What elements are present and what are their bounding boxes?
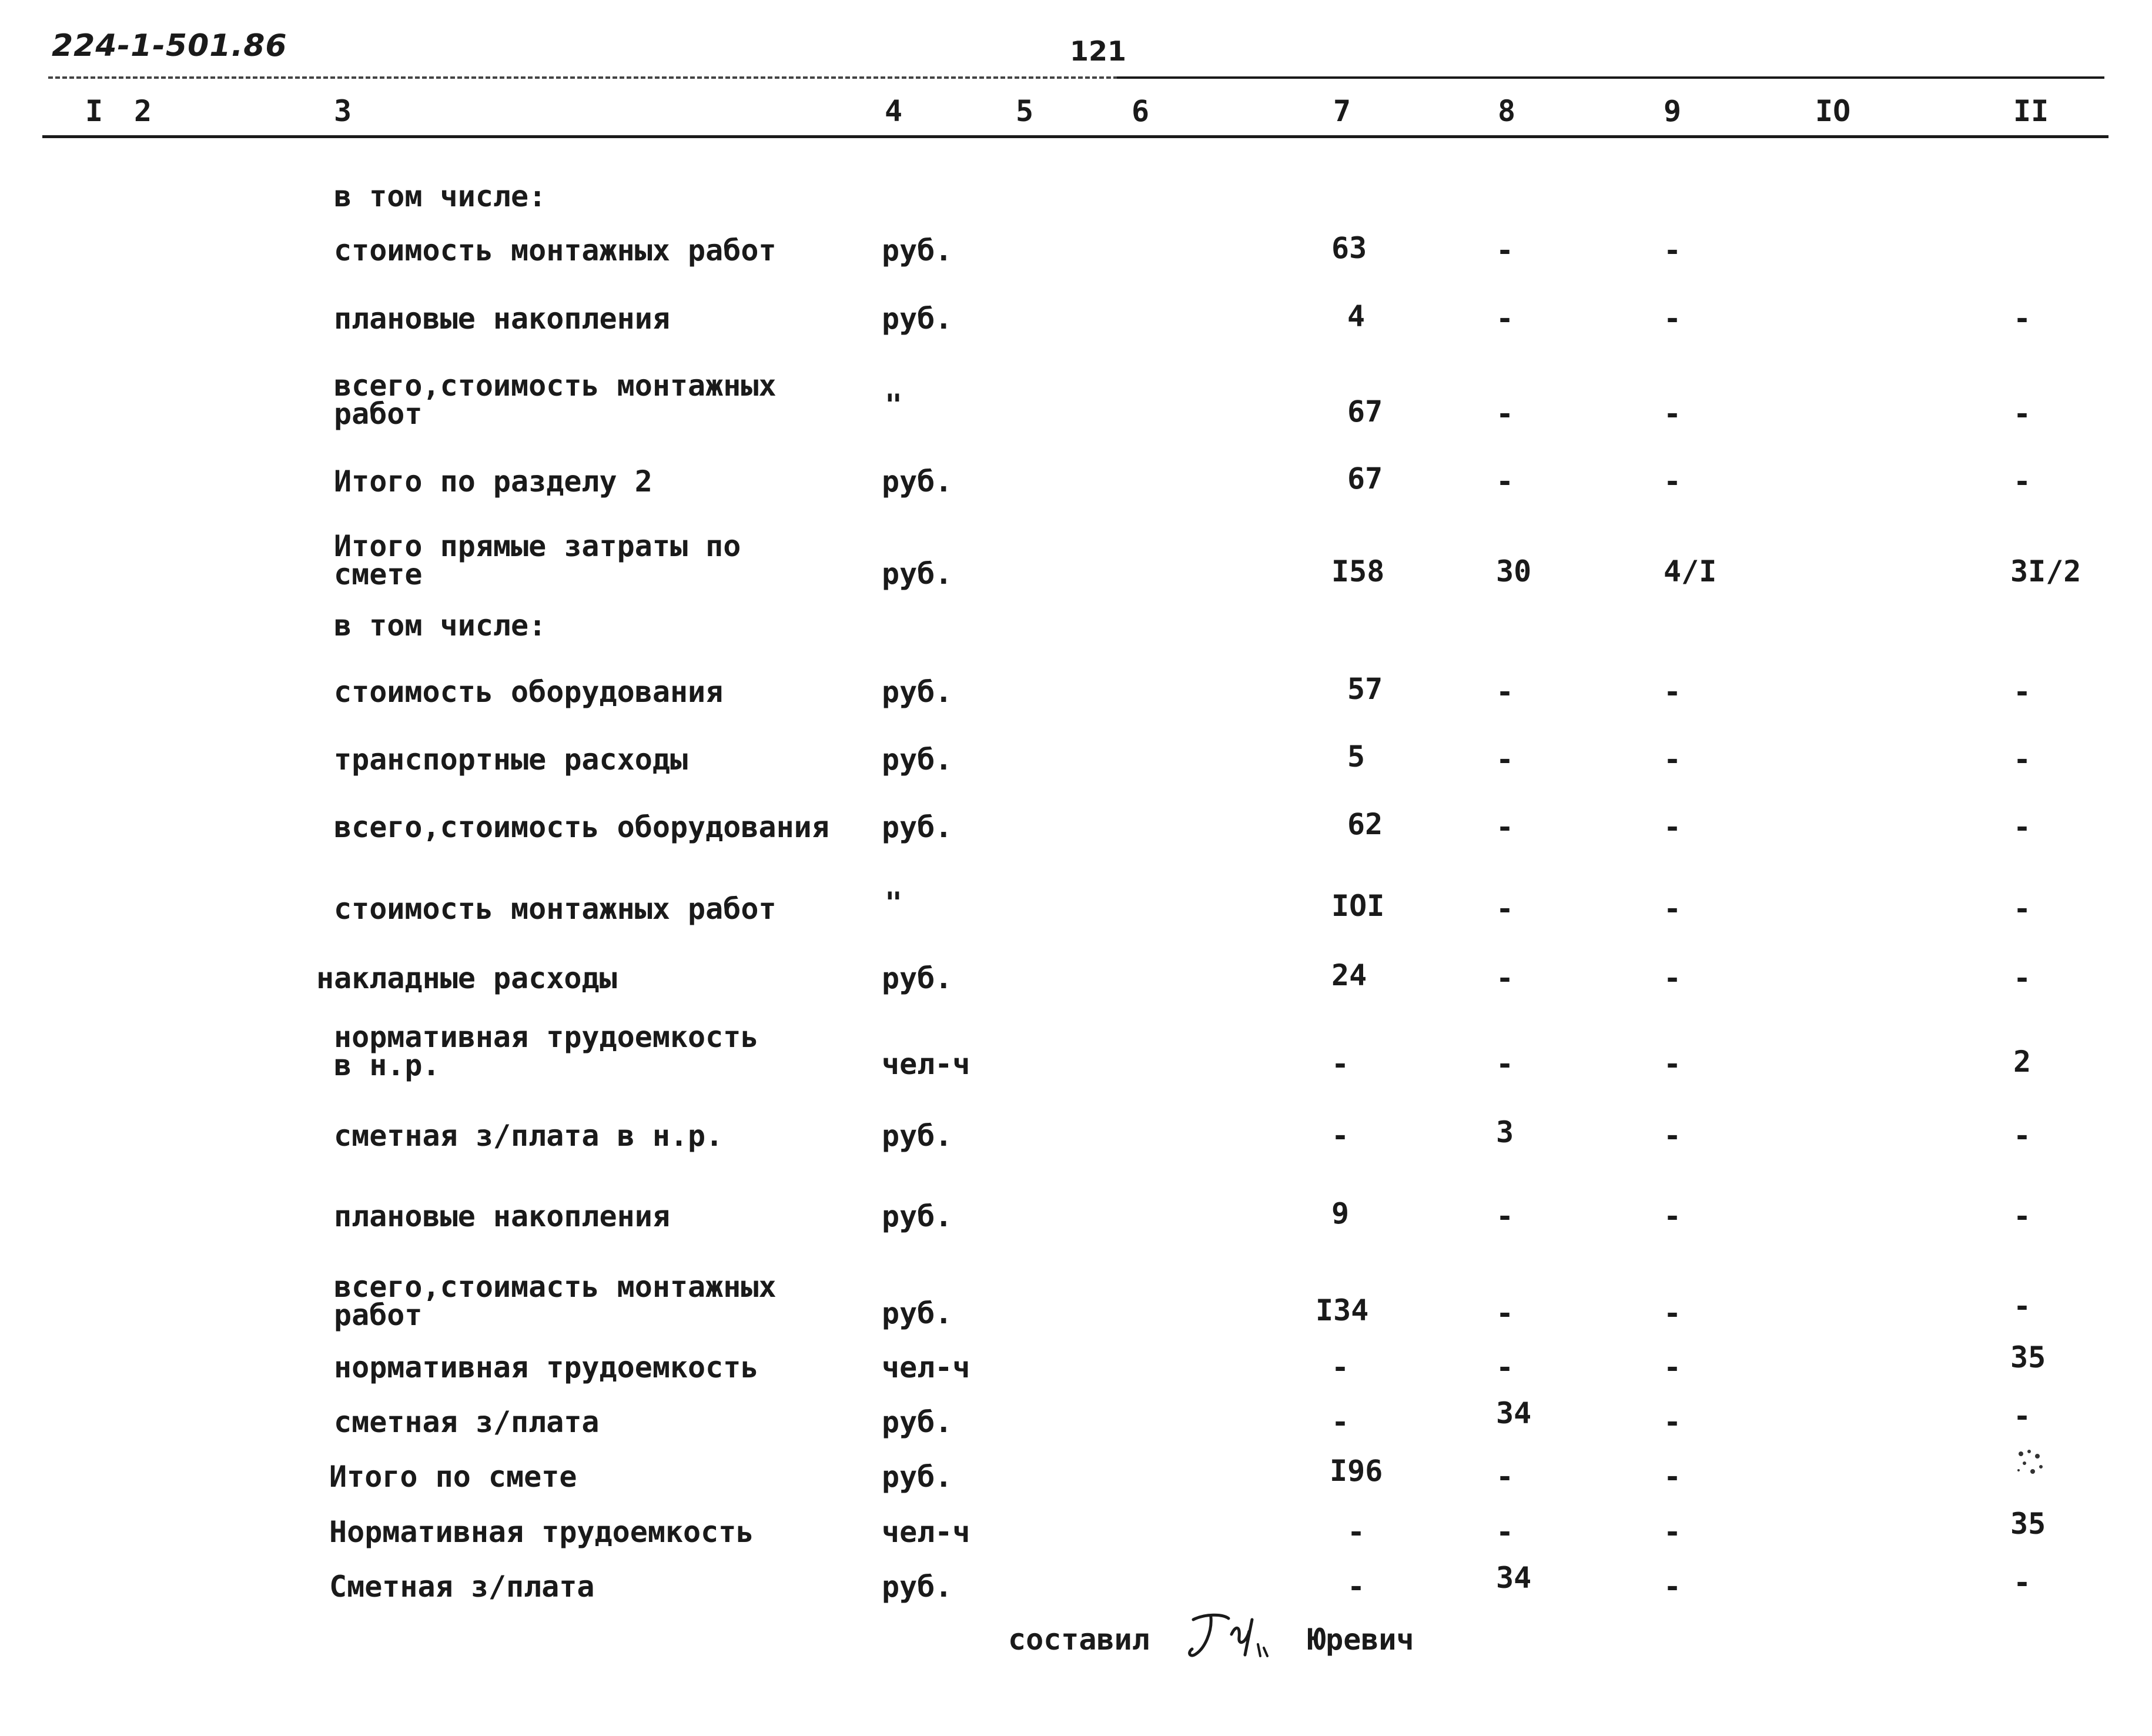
row-col7: 5 <box>1347 740 1366 774</box>
row-col11: - <box>2013 1199 2031 1233</box>
column-header-5: 5 <box>1016 94 1034 128</box>
row-unit: руб. <box>882 1460 953 1494</box>
row-label: нормативная трудоемкость в н.р. <box>334 1020 759 1082</box>
row-col8: - <box>1496 742 1514 777</box>
row-col9: - <box>1664 1405 1682 1439</box>
row-label: стоимость оборудования <box>334 675 724 709</box>
row-col7: - <box>1347 1570 1366 1604</box>
row-col7: - <box>1347 1515 1366 1549</box>
column-header-11: II <box>2013 94 2049 128</box>
row-col7: - <box>1331 1119 1350 1153</box>
row-col8: - <box>1496 1047 1514 1081</box>
row-label: нормативная трудоемкость <box>334 1350 759 1384</box>
row-col8: - <box>1496 810 1514 844</box>
row-unit: руб. <box>882 961 953 995</box>
row-col7: - <box>1331 1405 1350 1439</box>
row-col8: - <box>1496 397 1514 431</box>
header-bottom-rule <box>42 135 2109 138</box>
row-label: Итого прямые затраты по смете <box>334 529 741 591</box>
row-col11: - <box>2013 742 2031 777</box>
row-col11: - <box>2013 1119 2031 1153</box>
row-unit: руб. <box>882 1119 953 1153</box>
row-col11: - <box>2013 464 2031 499</box>
row-col7: 67 <box>1347 394 1383 429</box>
ink-smudge <box>2010 1443 2051 1484</box>
row-unit: руб. <box>882 1199 953 1233</box>
row-col7: I96 <box>1330 1454 1383 1488</box>
row-col7: 63 <box>1331 231 1367 265</box>
row-col11: - <box>2013 892 2031 926</box>
row-col8: - <box>1496 1515 1514 1549</box>
row-col7: 24 <box>1331 958 1367 992</box>
row-col8: - <box>1496 464 1514 499</box>
row-col9: - <box>1664 810 1682 844</box>
header-top-rule <box>1117 76 2104 79</box>
row-label: транспортные расходы <box>334 742 688 777</box>
row-unit: руб. <box>882 1570 953 1604</box>
row-col9: - <box>1664 1296 1682 1330</box>
row-col11: - <box>2013 961 2031 995</box>
row-col9: - <box>1664 1199 1682 1233</box>
row-col7: I58 <box>1331 554 1385 588</box>
row-col9: - <box>1664 675 1682 709</box>
row-col8: 34 <box>1496 1396 1532 1430</box>
row-col7: 4 <box>1347 299 1366 333</box>
row-col11: 2 <box>2013 1045 2031 1079</box>
column-header-6: 6 <box>1132 94 1150 128</box>
row-col11: - <box>2013 302 2031 336</box>
row-col9: - <box>1664 892 1682 926</box>
row-label: Нормативная трудоемкость <box>329 1515 754 1549</box>
row-col11: 3I/2 <box>2010 554 2081 588</box>
row-unit: руб. <box>882 1296 953 1330</box>
column-header-1: I <box>85 94 103 128</box>
row-label: стоимость монтажных работ <box>334 892 777 926</box>
row-col11: - <box>2013 1399 2031 1433</box>
row-label: Итого по смете <box>329 1460 577 1494</box>
row-col11: - <box>2013 810 2031 844</box>
row-unit: руб. <box>882 742 953 777</box>
row-unit: руб. <box>882 675 953 709</box>
row-label: сметная з/плата <box>334 1405 600 1439</box>
row-col8: - <box>1496 1199 1514 1233</box>
row-col7: - <box>1331 1047 1350 1081</box>
row-col7: 62 <box>1347 807 1383 841</box>
column-header-8: 8 <box>1498 94 1516 128</box>
row-col7: 57 <box>1347 672 1383 706</box>
row-col8: - <box>1496 961 1514 995</box>
row-unit: чел-ч <box>882 1350 970 1384</box>
row-unit: " <box>885 388 903 422</box>
row-col11: - <box>2013 397 2031 431</box>
row-col7: - <box>1331 1350 1350 1384</box>
column-header-9: 9 <box>1664 94 1682 128</box>
row-col8: - <box>1496 1350 1514 1384</box>
row-unit: чел-ч <box>882 1047 970 1081</box>
compiled-by-label: составил <box>1008 1623 1150 1657</box>
page-number: 121 <box>1070 35 1127 67</box>
row-col9: - <box>1664 397 1682 431</box>
row-col9: 4/I <box>1664 554 1717 588</box>
document-code: 224-1-501.86 <box>52 28 287 63</box>
row-col7: IOI <box>1331 889 1385 923</box>
column-header-10: IO <box>1815 94 1851 128</box>
row-col9: - <box>1664 233 1682 267</box>
row-unit: руб. <box>882 810 953 844</box>
row-label: Сметная з/плата <box>329 1570 595 1604</box>
row-col9: - <box>1664 1515 1682 1549</box>
header-dashed-rule <box>48 76 1118 79</box>
row-col7: 9 <box>1331 1196 1350 1230</box>
row-col9: - <box>1664 302 1682 336</box>
row-col9: - <box>1664 464 1682 499</box>
row-label: плановые накопления <box>334 302 670 336</box>
row-col8: 30 <box>1496 554 1532 588</box>
row-label: плановые накопления <box>334 1199 670 1233</box>
row-label: всего,стоимость монтажных работ <box>334 369 777 431</box>
row-col8: - <box>1496 233 1514 267</box>
row-col9: - <box>1664 961 1682 995</box>
row-col8: - <box>1496 675 1514 709</box>
row-col11: - <box>2013 675 2031 709</box>
row-col11: - <box>2013 1289 2031 1323</box>
row-col11: - <box>2013 1566 2031 1600</box>
row-col8: - <box>1496 1460 1514 1494</box>
row-col9: - <box>1664 742 1682 777</box>
row-label: стоимость монтажных работ <box>334 233 777 267</box>
column-header-2: 2 <box>134 94 152 128</box>
row-col8: - <box>1496 1296 1514 1330</box>
row-col9: - <box>1664 1350 1682 1384</box>
row-unit: руб. <box>882 1405 953 1439</box>
column-header-4: 4 <box>885 94 903 128</box>
row-label: в том числе: <box>334 608 547 643</box>
row-col8: 3 <box>1496 1115 1514 1149</box>
row-unit: руб. <box>882 464 953 499</box>
row-unit: руб. <box>882 557 953 591</box>
row-label: всего,стоимость оборудования <box>334 810 829 844</box>
column-header-7: 7 <box>1333 94 1351 128</box>
row-unit: руб. <box>882 302 953 336</box>
row-col8: - <box>1496 892 1514 926</box>
row-label: сметная з/плата в н.р. <box>334 1119 724 1153</box>
row-col11: 35 <box>2010 1507 2046 1541</box>
row-col7: 67 <box>1347 461 1383 496</box>
row-col8: - <box>1496 302 1514 336</box>
signature <box>1182 1602 1287 1667</box>
row-unit: " <box>885 886 903 920</box>
row-col9: - <box>1664 1047 1682 1081</box>
row-col7: I34 <box>1316 1293 1369 1327</box>
row-col9: - <box>1664 1119 1682 1153</box>
column-header-3: 3 <box>334 94 352 128</box>
compiler-name: Юревич <box>1308 1623 1414 1657</box>
row-label: всего,стоимасть монтажных работ <box>334 1270 777 1332</box>
row-unit: руб. <box>882 233 953 267</box>
row-col11: 35 <box>2010 1340 2046 1374</box>
row-label: в том числе: <box>334 179 547 213</box>
row-col9: - <box>1664 1460 1682 1494</box>
row-label: накладные расходы <box>316 961 617 995</box>
row-col9: - <box>1664 1570 1682 1604</box>
row-col8: 34 <box>1496 1561 1532 1595</box>
row-unit: чел-ч <box>882 1515 970 1549</box>
row-label: Итого по разделу 2 <box>334 464 652 499</box>
